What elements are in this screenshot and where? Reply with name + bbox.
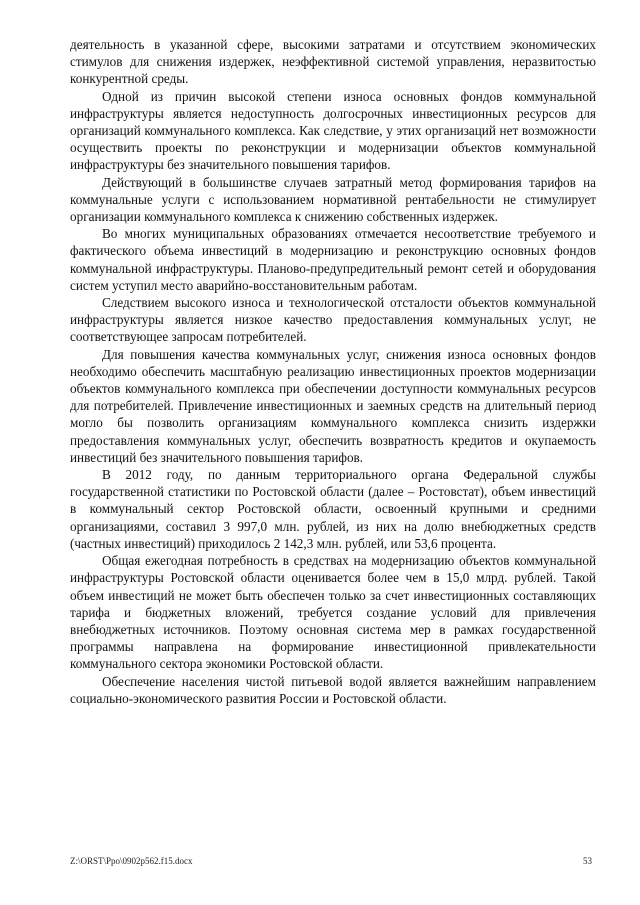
- paragraph: Обеспечение населения чистой питьевой водой является важнейшим направлением социально-экономического развития России и Ростовской области.: [70, 673, 596, 706]
- paragraph-continuation: деятельность в указанной сфере, высокими затратами и отсутствием экономических стимулов для снижения издержек, неэффективной системой управления, неразвитостью конкурентной среды.: [70, 37, 596, 87]
- document-page: [70, 36, 596, 707]
- page-number: 53: [583, 856, 592, 866]
- paragraph: В 2012 году, по данным территориального органа Федеральной службы государственной статистики по Ростовской области (далее – Ростовстат), объем инвестиций в коммунальный сектор Ростовской области, освоенный крупными и средними организациями, составил 3 997,0 млн. рублей, из них на долю внебюджетных средств (частных инвестиций) приходилось 2 142,3 млн. рублей, или 53,6 процента.: [70, 467, 596, 551]
- paragraph: Следствием высокого износа и технологической отсталости объектов коммунальной инфраструктуры является низкое качество предоставления коммунальных услуг, не соответствующее запросам потребителей.: [70, 295, 596, 345]
- paragraph: Для повышения качества коммунальных услуг, снижения износа основных фондов необходимо обеспечить масштабную реализацию инвестиционных проектов модернизации объектов коммунального комплекса при обеспечении доступности коммунальных ресурсов для потребителей. Привлечение инвестиционных и заемных средств на длительный период могло бы позволить организациям коммунального комплекса снизить издержки предоставления коммунальных услуг, обеспечить возвратность кредитов и окупаемость инвестиций без значительного повышения тарифов.: [70, 346, 596, 465]
- paragraph: Одной из причин высокой степени износа основных фондов коммунальной инфраструктуры является недоступность долгосрочных инвестиционных ресурсов для организаций коммунального комплекса. Как следствие, у этих организаций нет возможности осуществить проекты по реконструкции и модернизации объектов коммунальной инфраструктуры без значительного повышения тарифов.: [70, 88, 596, 173]
- paragraph: Действующий в большинстве случаев затратный метод формирования тарифов на коммунальные услуги с использованием нормативной рентабельности не стимулирует организации коммунального комплекса к снижению собственных издержек.: [70, 174, 596, 225]
- paragraph: Общая ежегодная потребность в средствах на модернизацию объектов коммунальной инфраструктуры Ростовской области оценивается более чем в 15,0 млрд. рублей. Такой объем инвестиций не может быть обеспечен только за счет инвестиционных составляющих тарифа и бюджетных вложений, требуется создание условий для привлечения внебюджетных источников. Поэтому основная система мер в рамках государственной программы направлена на формирование инвестиционной привлекательности коммунального сектора экономики Ростовской области.: [70, 553, 596, 672]
- paragraph: Во многих муниципальных образованиях отмечается несоответствие требуемого и фактического объема инвестиций в модернизацию и реконструкцию основных фондов коммунальной инфраструктуры. Планово-предупредительный ремонт сетей и оборудования систем уступил место аварийно-восстановительным работам.: [70, 226, 596, 293]
- file-path: Z:\ORST\Ppo\0902p562.f15.docx: [70, 856, 193, 866]
